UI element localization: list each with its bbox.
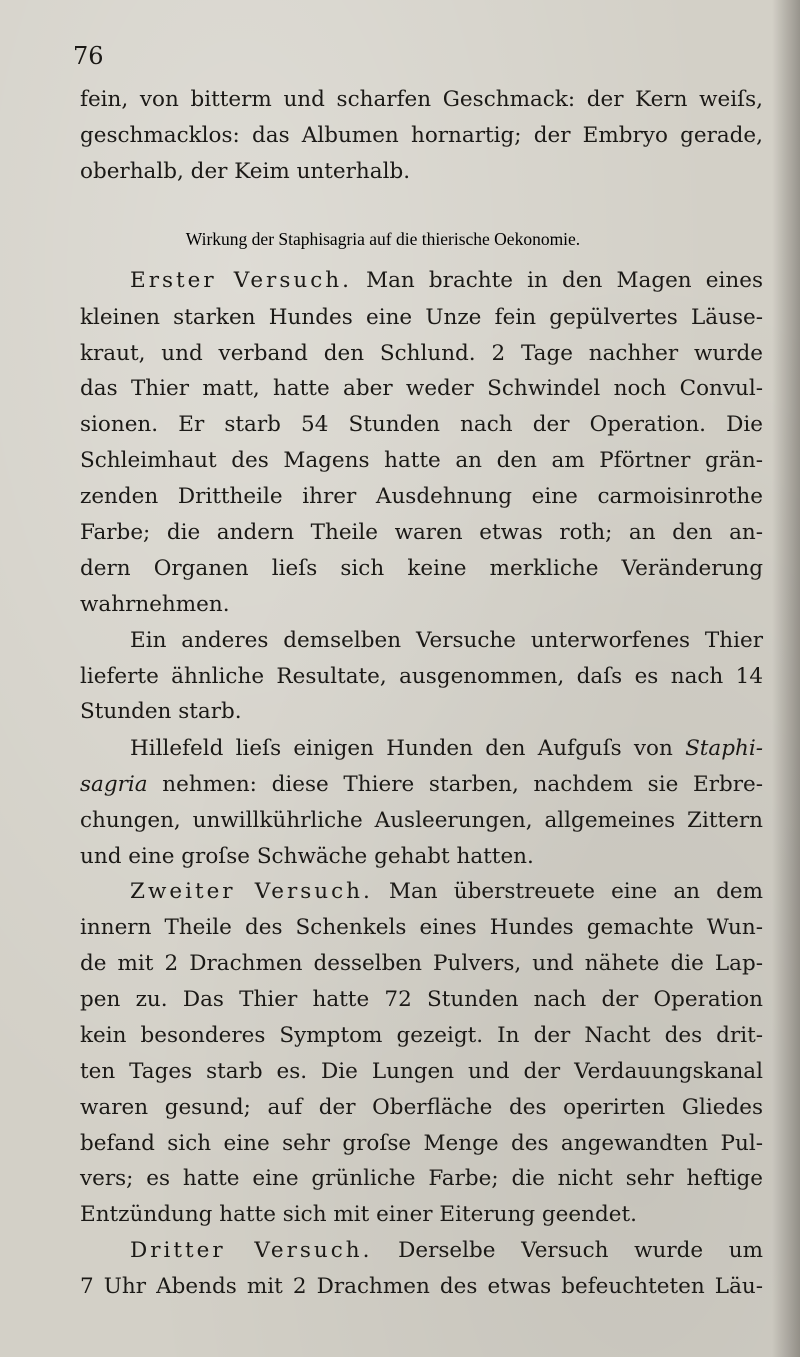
text-line: Dritter Versuch. Derselbe Versuch wurde um — [130, 1238, 764, 1263]
text-line: und eine groſse Schwäche gehabt hatten. — [80, 844, 534, 869]
text-line: 7 Uhr Abends mit 2 Drachmen des etwas befeuchteten Läu- — [80, 1274, 763, 1299]
species-name: Staphi- — [685, 736, 763, 761]
text-line: lieferte ähnliche Resultate, ausgenommen, daſs es nach 14 — [80, 664, 763, 689]
text-line: Stunden starb. — [80, 699, 242, 724]
text-line: kein besonderes Symptom gezeigt. In der Nacht des drit- — [80, 1023, 763, 1048]
page-number: 76 — [73, 42, 104, 70]
text-line: waren gesund; auf der Oberfläche des operirten Gliedes — [80, 1095, 763, 1120]
text-line: ten Tages starb es. Die Lungen und der Verdauungskanal — [80, 1059, 763, 1084]
text-line: sagria nehmen: diese Thiere starben, nachdem sie Erbre- — [80, 772, 763, 797]
text-line: Erster Versuch. Man brachte in den Magen eines — [130, 268, 763, 293]
text-line: Ein anderes demselben Versuche unterworfenes Thier — [130, 628, 763, 653]
text-line: Hillefeld lieſs einigen Hunden den Aufguſs von Staphi- — [130, 736, 763, 761]
experiment-label: Dritter Versuch. — [130, 1238, 373, 1263]
text-line: Schleimhaut des Magens hatte an den am Pförtner grän- — [80, 448, 763, 473]
text-line: das Thier matt, hatte aber weder Schwindel noch Convul- — [80, 376, 763, 401]
text-line: kleinen starken Hundes eine Unze fein gepülvertes Läuse- — [80, 305, 763, 330]
text-line: wahrnehmen. — [80, 592, 230, 617]
text-line: dern Organen lieſs sich keine merkliche Veränderung — [80, 556, 763, 581]
text-line: fein, von bitterm und scharfen Geschmack: der Kern weiſs, — [80, 87, 763, 112]
text-line: zenden Drittheile ihrer Ausdehnung eine carmoisinrothe — [80, 484, 763, 509]
text-line: vers; es hatte eine grünliche Farbe; die nicht sehr heftige — [80, 1166, 763, 1191]
experiment-label: Zweiter Versuch. — [130, 879, 373, 904]
text-line: befand sich eine sehr groſse Menge des angewandten Pul- — [80, 1131, 763, 1156]
text-line: pen zu. Das Thier hatte 72 Stunden nach der Operation — [80, 987, 763, 1012]
text-line: sionen. Er starb 54 Stunden nach der Operation. Die — [80, 412, 763, 437]
text-line: de mit 2 Drachmen desselben Pulvers, und nähete die Lap- — [80, 951, 763, 976]
text-line: chungen, unwillkührliche Ausleerungen, allgemeines Zittern — [80, 808, 763, 833]
text-line: geschmacklos: das Albumen hornartig; der Embryo gerade, — [80, 123, 763, 148]
text-line: kraut, und verband den Schlund. 2 Tage nachher wurde — [80, 341, 763, 366]
page-edge-shadow — [772, 0, 800, 1357]
species-name: sagria — [80, 772, 148, 797]
text-line: innern Theile des Schenkels eines Hundes gemachte Wun- — [80, 915, 763, 940]
text-line: oberhalb, der Keim unterhalb. — [80, 159, 411, 184]
text-line: Zweiter Versuch. Man überstreuete eine an dem — [130, 879, 763, 904]
text-line: Entzündung hatte sich mit einer Eiterung geendet. — [80, 1202, 637, 1227]
section-heading: Wirkung der Staphisagria auf die thierische Oekonomie. — [185, 229, 581, 249]
text-line: Farbe; die andern Theile waren etwas roth; an den an- — [80, 520, 763, 545]
experiment-label: Erster Versuch. — [130, 268, 352, 293]
